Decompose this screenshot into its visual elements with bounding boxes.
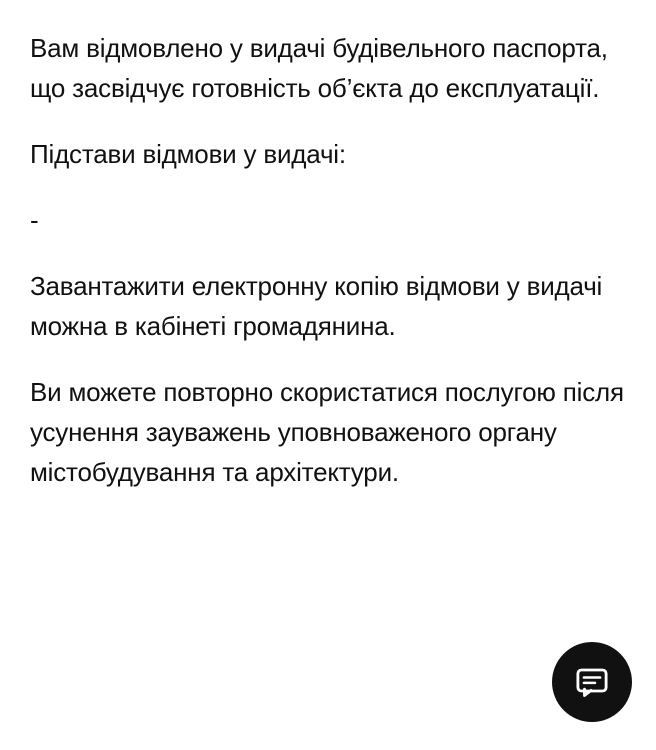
paragraph-grounds-item: - <box>30 205 39 235</box>
chat-message-icon <box>574 664 610 700</box>
paragraph-refusal-notice: Вам відмовлено у видачі будівельного паспорта, що засвідчує готовність об’єкта до експлуатації. <box>30 33 615 103</box>
paragraph-retry-service: Ви можете повторно скористатися послугою після усунення зауважень уповноваженого органу містобудування та архітектури. <box>30 377 631 487</box>
paragraph-download-copy: Завантажити електронну копію відмови у видачі можна в кабінеті громадянина. <box>30 271 610 341</box>
paragraph-grounds-heading: Підстави відмови у видачі: <box>30 139 346 169</box>
chat-support-button[interactable] <box>552 642 632 722</box>
